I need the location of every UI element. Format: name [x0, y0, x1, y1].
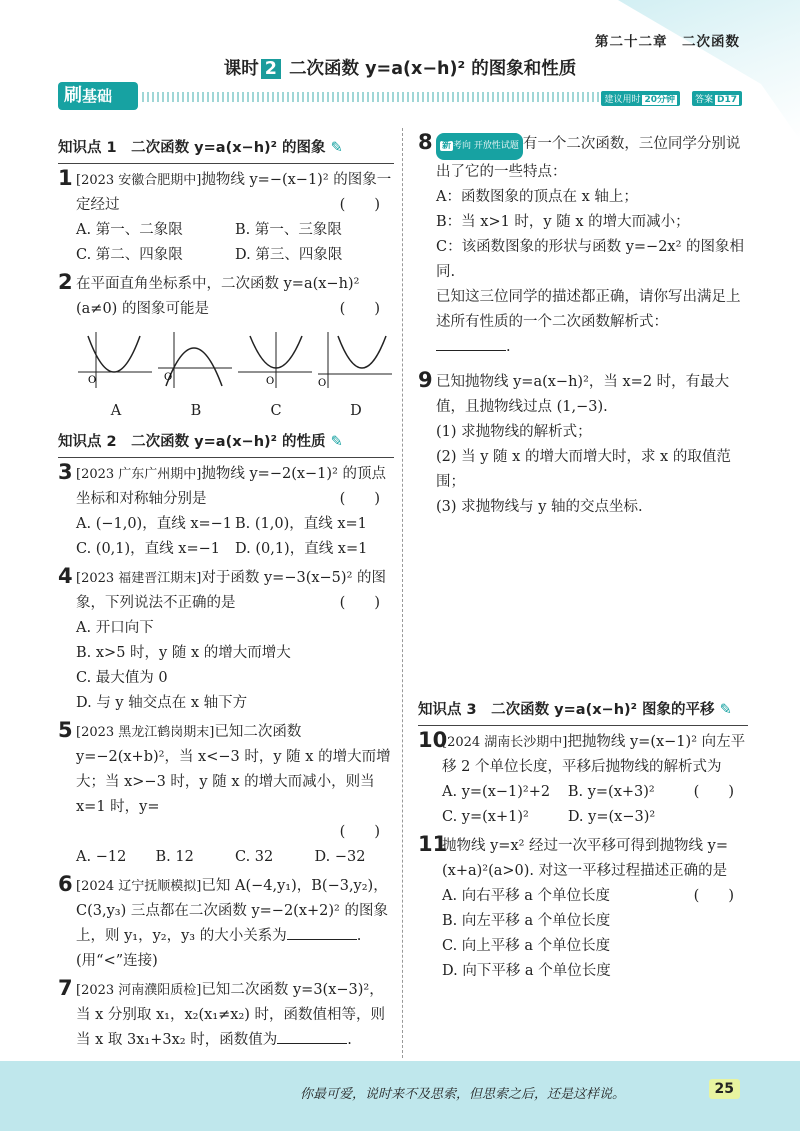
svg-text:O: O	[266, 376, 275, 387]
graph-options	[76, 328, 394, 424]
answer-blank[interactable]	[287, 924, 357, 940]
page-footer	[0, 1061, 800, 1131]
knowledge-point-2: 知识点 2 二次函数 y=a(x−h)² 的性质 ✎	[58, 430, 394, 458]
question-8: 8 新 考向 开放性试题 有一个二次函数，三位同学分别说出了它的一些特点： A：函数图象的顶点在 x 轴上； B：当 x>1 时，y 随 x 的增大而减小； C：该函数图象的形状与函数 y=−2x² 的图象相同. 已知这三位同学的描述都正确，请你写出满足上述所有性质的一个二次函数解析式： .	[418, 130, 745, 355]
new-trend-badge: 新 考向 开放性试题	[436, 133, 523, 160]
knowledge-point-3: 知识点 3 二次函数 y=a(x−h)² 图象的平移 ✎	[418, 698, 748, 726]
question-4: 4 [2023 福建晋江期末]对于函数 y=−3(x−5)² 的图象，下列说法不正确的是 ( ) A. 开口向下 B. x>5 时，y 随 x 的增大而增大 C. 最大值为 0 D. 与 y 轴交点在 x 轴下方	[58, 564, 386, 711]
practice-band	[58, 82, 742, 110]
right-column	[418, 128, 748, 984]
footer-motto: 你最可爱，说时来不及思索，但思索之后，还是这样说。	[300, 1087, 626, 1102]
graph-b: O B	[156, 328, 236, 424]
answer-blank[interactable]	[277, 1028, 347, 1044]
question-2: 2 在平面直角坐标系中，二次函数 y=a(x−h)² (a≠0) 的图象可能是 ( ) O A O B O C O D	[58, 272, 394, 424]
question-11: 11 抛物线 y=x² 经过一次平移可得到抛物线 y=(x+a)²(a>0). 对这一平移过程描述正确的是 ( ) A. 向右平移 a 个单位长度 B. 向左平移 a 个单位长度 C. 向上平移 a 个单位长度 D. 向下平移 a 个单位长度	[418, 832, 734, 979]
question-3: 3 [2023 广东广州期中]抛物线 y=−2(x−1)² 的顶点坐标和对称轴分别是 ( ) A. (−1,0)，直线 x=−1 B. (1,0)，直线 x=1 C. (0,1)，直线 x=−1 D. (0,1)，直线 x=1	[58, 460, 386, 557]
stripe-decoration	[142, 92, 642, 102]
knowledge-point-1: 知识点 1 二次函数 y=a(x−h)² 的图象 ✎	[58, 136, 394, 164]
svg-text:O: O	[88, 375, 97, 386]
question-10: 10 [2024 湖南长沙期中]把抛物线 y=(x−1)² 向左平移 2 个单位长度，平移后抛物线的解析式为 ( ) A. y=(x−1)²+2 B. y=(x+3)² C. y=(x+1)² D. y=(x−3)²	[418, 728, 746, 825]
question-9: 9 已知抛物线 y=a(x−h)²，当 x=2 时，有最大值，且抛物线过点 (1,−3). (1) 求抛物线的解析式； (2) 当 y 随 x 的增大而增大时，求 x 的取值范围； (3) 求抛物线与 y 轴的交点坐标.	[418, 368, 731, 515]
svg-text:O: O	[164, 372, 173, 383]
lesson-title: 课时 2 二次函数 y=a(x−h)² 的图象和性质	[223, 59, 577, 79]
chapter-title: 第二十二章 二次函数	[595, 34, 740, 50]
question-6: 6 [2024 辽宁抚顺模拟]已知 A(−4,y₁)，B(−3,y₂)，C(3,y₃) 三点都在二次函数 y=−2(x+2)² 的图象上，则 y₁，y₂，y₃ 的大小关系为 . (用“<”连接)	[58, 872, 388, 969]
pencil-icon: ✎	[719, 702, 732, 718]
left-column	[58, 130, 394, 1053]
pencil-icon: ✎	[330, 434, 343, 450]
question-7: 7 [2023 河南濮阳质检]已知二次函数 y=3(x−3)²，当 x 分别取 x₁，x₂(x₁≠x₂) 时，函数值相等，则当 x 取 3x₁+3x₂ 时，函数值为 .	[58, 976, 386, 1048]
page-number: 25	[709, 1079, 740, 1099]
suggested-time: 建议用时 20分钟	[601, 91, 680, 106]
graph-a: O A	[76, 328, 156, 424]
answer-blank[interactable]	[436, 335, 506, 351]
graph-d: O D	[316, 328, 396, 424]
answer-ref: 答案 D17	[692, 91, 742, 106]
question-5: 5 [2023 黑龙江鹤岗期末]已知二次函数 y=−2(x+b)²，当 x<−3 时，y 随 x 的增大而增大；当 x>−3 时，y 随 x 的增大而减小，则当 x=1 时，y= ( ) A. −12 B. 12 C. 32 D. −32	[58, 718, 391, 865]
column-divider	[402, 128, 403, 1058]
shua-badge: 刷基础	[58, 82, 138, 110]
pencil-icon: ✎	[330, 140, 343, 156]
svg-text:O: O	[318, 378, 327, 389]
graph-c: O C	[236, 328, 316, 424]
question-1: 1 [2023 安徽合肥期中]抛物线 y=−(x−1)² 的图象一定经过 ( ) A. 第一、二象限 B. 第一、三象限 C. 第二、四象限 D. 第三、四象限	[58, 166, 392, 263]
